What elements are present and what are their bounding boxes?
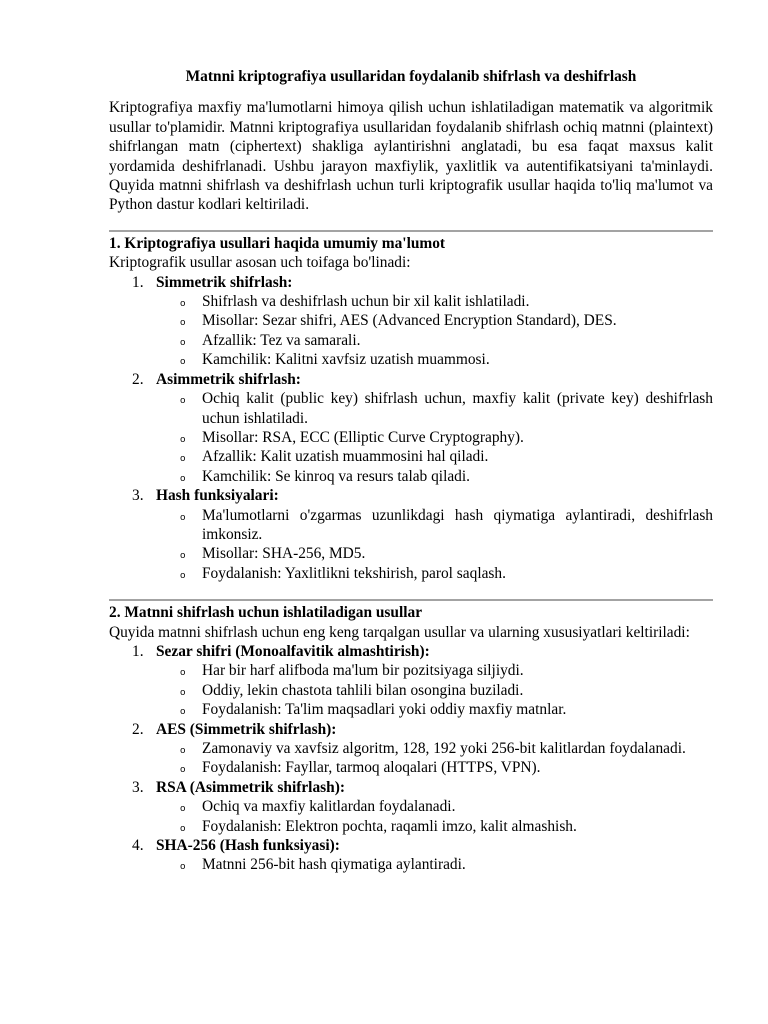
section-heading: 1. Kriptografiya usullari haqida umumiy ma'lumot bbox=[109, 234, 446, 252]
numbered-list bbox=[109, 273, 713, 584]
list-number: 3. bbox=[132, 487, 144, 505]
bullet-list bbox=[109, 292, 713, 370]
circle-bullet-icon: o bbox=[180, 746, 186, 756]
bullet-list bbox=[109, 661, 713, 719]
list-item-heading bbox=[109, 273, 713, 292]
bullet-list bbox=[109, 855, 713, 874]
list-number: 3. bbox=[132, 778, 144, 796]
bullet-text: Kamchilik: Se kinroq va resurs talab qiladi. bbox=[202, 467, 470, 485]
list-number: 1. bbox=[132, 642, 144, 660]
list-item-title: AES (Simmetrik shifrlash): bbox=[156, 720, 337, 738]
bullet-text: Afzallik: Kalit uzatish muammosini hal qiladi. bbox=[202, 448, 489, 466]
circle-bullet-icon: o bbox=[180, 707, 186, 718]
document-title: Matnni kriptografiya usullaridan foydalanib shifrlash va deshifrlash bbox=[185, 68, 637, 85]
bullet-text: Har bir harf alifboda ma'lum bir pozitsiyaga siljiydi. bbox=[202, 662, 524, 680]
bullet-item bbox=[109, 544, 713, 563]
circle-bullet-icon: o bbox=[180, 804, 186, 815]
list-item-heading bbox=[109, 778, 713, 797]
bullet-text: Foydalanish: Fayllar, tarmoq aloqalari (HTTPS, VPN). bbox=[202, 759, 541, 777]
circle-bullet-icon: o bbox=[180, 668, 186, 679]
list-item bbox=[109, 642, 713, 720]
bullet-text: Misollar: Sezar shifri, AES (Advanced Encryption Standard), DES. bbox=[202, 312, 617, 330]
circle-bullet-icon: o bbox=[180, 318, 186, 329]
circle-bullet-icon: o bbox=[180, 337, 186, 348]
list-item-title: Asimmetrik shifrlash: bbox=[156, 370, 301, 388]
circle-bullet-icon: o bbox=[180, 512, 186, 523]
document-body bbox=[109, 67, 713, 875]
circle-bullet-icon: o bbox=[180, 434, 186, 445]
list-item bbox=[109, 370, 713, 486]
circle-bullet-icon: o bbox=[180, 473, 186, 484]
list-number: 4. bbox=[132, 837, 144, 855]
bullet-item bbox=[109, 447, 713, 466]
circle-bullet-icon: o bbox=[180, 862, 186, 873]
list-item bbox=[109, 778, 713, 836]
bullet-item bbox=[109, 331, 713, 350]
list-item bbox=[109, 273, 713, 370]
list-item-heading bbox=[109, 642, 713, 661]
section-1 bbox=[109, 234, 713, 583]
bullet-list bbox=[109, 739, 713, 778]
list-item-title: Hash funksiyalari: bbox=[156, 487, 279, 505]
bullet-item bbox=[109, 661, 713, 680]
intro-paragraph: Kriptografiya maxfiy ma'lumotlarni himoya qilish uchun ishlatiladigan matematik va algoritmik usullar to'plamidir. Matnni kriptografiya usullaridan foydalanib shifrlash ochiq matnni (plaintext) shifrlangan matn (ciphertext) shakliga aylantirishni anglatadi, bu esa faqat maxsus kalit yordamida deshifrlanadi. Ushbu jarayon maxfiylik, yaxlitlik va autentifikatsiyani ta'minlaydi. Quyida matnni shifrlash va deshifrlash uchun turli kriptografik usullar haqida to'liq ma'lumot va Python dastur kodlari keltiriladi. bbox=[109, 99, 713, 214]
numbered-list bbox=[109, 642, 713, 875]
bullet-text: Misollar: SHA-256, MD5. bbox=[202, 545, 366, 563]
bullet-item bbox=[109, 817, 713, 836]
bullet-text: Ochiq kalit (public key) shifrlash uchun, maxfiy kalit (private key) deshifrlash uchun ishlatiladi. bbox=[202, 390, 713, 427]
list-item-heading bbox=[109, 486, 713, 505]
bullet-item bbox=[109, 855, 713, 874]
list-item bbox=[109, 720, 713, 778]
bullet-item bbox=[109, 389, 713, 428]
sections-container bbox=[109, 230, 713, 875]
bullet-item bbox=[109, 428, 713, 447]
list-item-heading bbox=[109, 836, 713, 855]
list-number: 2. bbox=[132, 370, 144, 388]
bullet-item bbox=[109, 681, 713, 700]
list-item bbox=[109, 836, 713, 875]
bullet-item bbox=[109, 350, 713, 369]
bullet-text: Zamonaviy va xavfsiz algoritm, 128, 192 yoki 256-bit kalitlardan foydalanadi. bbox=[202, 740, 686, 757]
bullet-list bbox=[109, 797, 713, 836]
section-divider bbox=[109, 599, 713, 601]
bullet-item bbox=[109, 467, 713, 486]
bullet-text: Shifrlash va deshifrlash uchun bir xil kalit ishlatiladi. bbox=[202, 293, 530, 311]
list-item-title: Simmetrik shifrlash: bbox=[156, 273, 293, 291]
list-item-heading bbox=[109, 720, 713, 739]
section-2 bbox=[109, 603, 713, 875]
section-lead-text: Kriptografik usullar asosan uch toifaga bo'linadi: bbox=[109, 254, 411, 272]
circle-bullet-icon: o bbox=[180, 396, 186, 407]
bullet-text: Misollar: RSA, ECC (Elliptic Curve Cryptography). bbox=[202, 428, 524, 446]
bullet-item bbox=[109, 292, 713, 311]
circle-bullet-icon: o bbox=[180, 687, 186, 698]
circle-bullet-icon: o bbox=[180, 551, 186, 562]
bullet-text: Kamchilik: Kalitni xavfsiz uzatish muammosi. bbox=[202, 351, 490, 369]
section-heading: 2. Matnni shifrlash uchun ishlatiladigan usullar bbox=[109, 604, 423, 622]
bullet-text: Oddiy, lekin chastota tahlili bilan osongina buziladi. bbox=[202, 681, 524, 699]
list-number: 2. bbox=[132, 720, 144, 738]
section-divider bbox=[109, 230, 713, 232]
bullet-text: Afzallik: Tez va samarali. bbox=[202, 331, 361, 349]
bullet-item bbox=[109, 311, 713, 330]
bullet-item bbox=[109, 564, 713, 583]
bullet-text: Ma'lumotlarni o'zgarmas uzunlikdagi hash qiymatiga aylantiradi, deshifrlash imkonsiz. bbox=[202, 506, 713, 543]
bullet-text: Ochiq va maxfiy kalitlardan foydalanadi. bbox=[202, 798, 456, 816]
list-item-title: SHA-256 (Hash funksiyasi): bbox=[156, 837, 340, 855]
bullet-item bbox=[109, 506, 713, 545]
bullet-list bbox=[109, 506, 713, 584]
bullet-text: Foydalanish: Ta'lim maqsadlari yoki oddiy maxfiy matnlar. bbox=[202, 701, 567, 719]
list-item-heading bbox=[109, 370, 713, 389]
circle-bullet-icon: o bbox=[180, 299, 186, 310]
bullet-item bbox=[109, 758, 713, 777]
circle-bullet-icon: o bbox=[180, 765, 186, 776]
bullet-list bbox=[109, 389, 713, 486]
bullet-item bbox=[109, 700, 713, 719]
list-number: 1. bbox=[132, 273, 144, 291]
section-lead-text: Quyida matnni shifrlash uchun eng keng tarqalgan usullar va ularning xususiyatlari keltiriladi: bbox=[109, 623, 690, 641]
bullet-item bbox=[109, 797, 713, 816]
list-item-title: RSA (Asimmetrik shifrlash): bbox=[156, 778, 345, 796]
circle-bullet-icon: o bbox=[180, 570, 186, 581]
list-item-title: Sezar shifri (Monoalfavitik almashtirish): bbox=[156, 642, 430, 660]
bullet-item bbox=[109, 739, 713, 758]
bullet-text: Foydalanish: Elektron pochta, raqamli imzo, kalit almashish. bbox=[202, 817, 577, 835]
circle-bullet-icon: o bbox=[180, 357, 186, 368]
circle-bullet-icon: o bbox=[180, 823, 186, 834]
bullet-text: Matnni 256-bit hash qiymatiga aylantiradi. bbox=[202, 856, 466, 874]
list-item bbox=[109, 486, 713, 583]
bullet-text: Foydalanish: Yaxlitlikni tekshirish, parol saqlash. bbox=[202, 564, 506, 582]
circle-bullet-icon: o bbox=[180, 454, 186, 465]
